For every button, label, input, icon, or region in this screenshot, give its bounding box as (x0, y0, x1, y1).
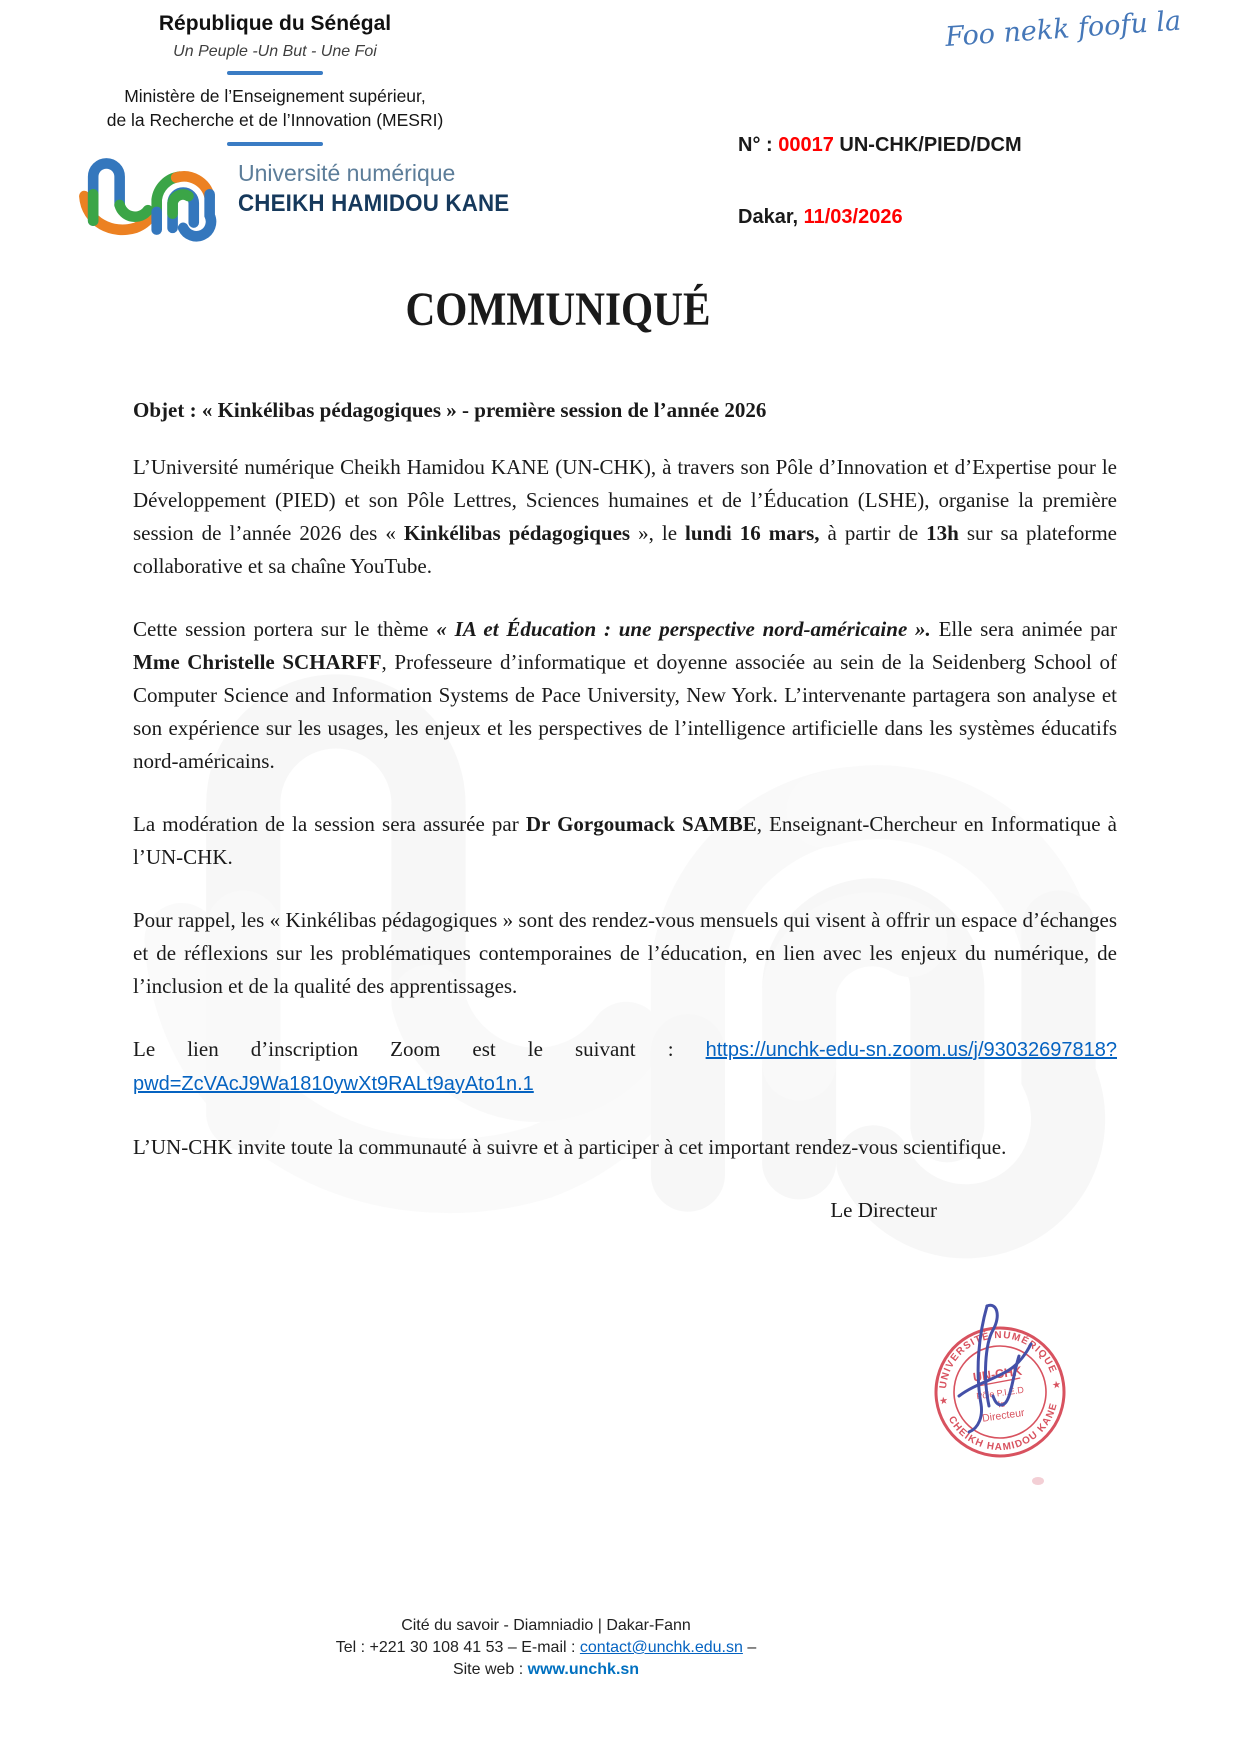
stamp-ring-bottom-text: CHEIKH HAMIDOU KANE (945, 1401, 1060, 1454)
text-segment: Elle sera animée par (930, 617, 1117, 641)
email-link[interactable]: contact@unchk.edu.sn (579, 1639, 743, 1656)
text-segment: « IA et Éducation : une perspective nord-américaine ». (436, 617, 931, 641)
document-title: COMMUNIQUÉ (405, 283, 711, 336)
handwritten-motto: Foo nekk foofu la (944, 5, 1183, 53)
ministry-line1: Ministère de l’Enseignement supérieur, (124, 86, 426, 106)
paragraph-5 (133, 1033, 1117, 1101)
text-segment: 13h (926, 521, 959, 545)
footer-site-label: Site web : (452, 1661, 528, 1678)
ref-suffix: UN-CHK/PIED/DCM (833, 134, 1022, 156)
text-segment: lundi 16 mars, (685, 521, 820, 545)
government-header (65, 12, 485, 155)
university-logo-block (72, 136, 530, 242)
stamp-ring-top-text: UNIVERSITÉ NUMÉRIQUE (938, 1329, 1059, 1390)
paragraph-4 (133, 904, 1117, 1003)
text-segment: Pour rappel, les « Kinkélibas pédagogiques » sont des rendez-vous mensuels qui visent à offrir un espace d’échanges et de réflexions sur les problématiques contemporaines de l’éducation, en lien avec les enjeux du numérique, de l’inclusion et de la qualité des apprentissages. (133, 908, 1117, 998)
date-value: 11/03/2026 (803, 206, 903, 228)
paragraph-6 (133, 1131, 1117, 1164)
unchk-logo (72, 136, 222, 242)
university-name (238, 136, 530, 218)
university-name-line2: CHEIKH HAMIDOU KANE (238, 190, 510, 217)
text-segment: sur sa plateforme collaborative et sa chaîne YouTube. (133, 521, 1117, 578)
city-label: Dakar, (738, 206, 804, 228)
stamp-center-le: le (997, 1398, 1006, 1410)
zoom-registration-link[interactable]: https://unchk-edu-sn.zoom.us/j/93032697818?pwd=ZcVAcJ9Wa1810ywXt9RALt9ayAto1n.1 (133, 1039, 1117, 1095)
stamp-center-pole: Pôle P.I.E.D (975, 1384, 1025, 1402)
document-body (133, 394, 1117, 1257)
text-segment: Cette session portera sur le thème (133, 617, 437, 641)
signoff: Le Directeur (830, 1198, 937, 1222)
footer-contact (146, 1637, 946, 1659)
director-signature (935, 1298, 1055, 1448)
text-segment: à partir de (819, 521, 927, 545)
text-segment: Mme Christelle SCHARFF (133, 650, 382, 674)
text-segment: , Professeure d’informatique et doyenne associée au sein de la Seidenberg School of Computer Science and Information Systems de Pace University, New York. L’intervenante partagera son analyse et son expérience sur les usages, les enjeux et les perspectives de l’intelligence artificielle dans les systèmes éducatifs nord-américains. (133, 650, 1117, 773)
footer-after-email: – (742, 1639, 757, 1656)
ref-prefix: N° : (738, 134, 779, 156)
star-icon: ★ (938, 1395, 949, 1408)
text-segment: Le lien d’inscription Zoom est le suivant : (133, 1037, 706, 1061)
footer-tel-email-label: Tel : +221 30 108 41 53 – E-mail : (335, 1639, 580, 1656)
ministry-line2: de la Recherche et de l’Innovation (MESRI) (106, 110, 444, 130)
republic-title: République du Sénégal (158, 12, 392, 35)
text-segment: », le (630, 521, 686, 545)
text-segment: L’Université numérique Cheikh Hamidou KANE (UN-CHK), à travers son Pôle d’Innovation et d’Expertise pour le Développement (PIED) et son Pôle Lettres, Sciences humaines et de l’Éducation (LSHE), organise la première session de l’année 2026 des « (133, 455, 1117, 545)
paragraph-3 (133, 808, 1117, 874)
stamp-center-unchk: UN-CHK (972, 1363, 1023, 1385)
paragraph-1 (133, 451, 1117, 583)
text-segment: Kinkélibas pédagogiques (403, 521, 631, 545)
stamp-smudge (1032, 1477, 1044, 1485)
text-segment: La modération de la session sera assurée par (133, 812, 526, 836)
date-line (738, 206, 903, 229)
text-segment: Dr Gorgoumack SAMBE (525, 812, 757, 836)
reference-number (738, 134, 1022, 157)
footer-site (146, 1659, 946, 1681)
footer-address: Cité du savoir - Diamniadio | Dakar-Fann (401, 1617, 691, 1634)
object-line: Objet : « Kinkélibas pédagogiques » - première session de l’année 2026 (133, 398, 767, 422)
paragraph-2 (133, 613, 1117, 778)
university-name-line1: Université numérique (238, 160, 456, 186)
website-link[interactable]: www.unchk.sn (527, 1661, 640, 1678)
ministry-name (65, 84, 485, 132)
text-segment: , Enseignant-Chercheur en Informatique à l’UN-CHK. (133, 812, 1118, 869)
divider-rule-top (227, 71, 323, 75)
footer (146, 1615, 946, 1681)
text-segment: L’UN-CHK invite toute la communauté à suivre et à participer à cet important rendez-vous scientifique. (133, 1135, 1007, 1159)
star-icon: ★ (1051, 1379, 1062, 1392)
national-motto: Un Peuple -Un But - Une Foi (173, 43, 377, 60)
ref-number-value: 00017 (778, 134, 834, 156)
stamp-center-directeur: Directeur (981, 1406, 1026, 1425)
